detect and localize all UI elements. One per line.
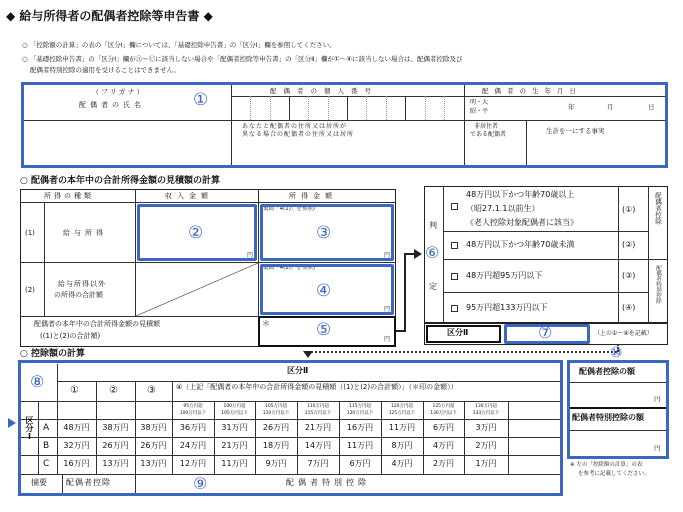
table-cell[interactable]: 9万円 <box>265 459 287 468</box>
table-cell[interactable]: 31万円 <box>221 423 248 432</box>
nonresident-checkbox[interactable] <box>465 140 525 164</box>
income-heading: ○ 配偶者の本年中の合計所得金額の見積額の計算 <box>20 176 221 186</box>
table-cell[interactable]: 2万円 <box>475 441 497 450</box>
judgment-checkbox-3[interactable] <box>451 273 458 280</box>
judgment-2-text: 48万円以下かつ年齢70歳未満 <box>466 240 575 249</box>
row-label: C <box>43 459 50 469</box>
range-text: 105万円超 <box>264 404 288 409</box>
badge-2: ② <box>188 223 204 243</box>
badge-5: ⑤ <box>316 320 332 340</box>
summary-label: 摘要 <box>31 478 47 487</box>
kubun1-label <box>21 416 38 444</box>
range-text: 110万円超 <box>306 404 330 409</box>
result-note-2: を参考に記載してください。 <box>578 471 650 477</box>
address-input[interactable] <box>232 140 463 164</box>
dob-label: 配偶者の生年月日 <box>482 87 582 95</box>
judgment-1-line1: 48万円以下かつ年齢70歳以上 <box>466 190 575 199</box>
table-cell[interactable]: 16万円 <box>346 423 374 432</box>
result-note-1: ※ 左の「控除額の計算」の表 <box>570 462 643 468</box>
judgment-1-line2: （昭27.1.1以前生） <box>466 204 540 213</box>
livelihood-input[interactable] <box>527 140 664 164</box>
range-text: 125万円以下 <box>388 411 416 416</box>
judgment-4-text: 95万円超133万円以下 <box>466 303 548 312</box>
col-header-4: ④（上記「配偶者の本年中の合計所得金額の見積額（(1)と(2)の合計額）」（＊印の金額）） <box>176 383 458 391</box>
note-2: ○ 「基礎控除申告書」の「区分Ⅰ」欄がⒶ～Ⓒに該当しない場合や「配偶者控除等申告書」の「区分Ⅱ」欄が①～④に該当しない場合は、配偶者控除及び <box>22 55 463 63</box>
year-label: 年 <box>568 103 575 111</box>
range-text: 115万円超 <box>348 404 372 409</box>
table-cell[interactable]: 21万円 <box>221 441 248 450</box>
calc-heading: ○ 控除額の計算 <box>20 349 86 359</box>
livelihood-label: 生計を一にする事実 <box>546 127 605 135</box>
table-cell[interactable]: 26万円 <box>140 441 167 450</box>
range-text: 95万円超 <box>183 404 203 409</box>
row1-yen: 円 <box>247 252 254 259</box>
row2-label-2: の所得の合計額 <box>54 291 103 299</box>
row2-label-1: 給与所得以外 <box>58 280 106 288</box>
badge-8: ⑧ <box>30 372 45 391</box>
diamond-icon: ◆ <box>203 9 213 23</box>
judgment-1-mark: (①) <box>622 205 636 214</box>
col-type: 所得の種類 <box>44 192 94 200</box>
table-cell[interactable]: 1万円 <box>475 459 497 468</box>
spouse-number-input[interactable] <box>232 97 463 119</box>
badge-9: ⑨ <box>193 474 208 493</box>
deduction-label: 配偶者控除の額 <box>579 367 635 376</box>
income-heading-text: 配偶者の本年中の合計所得金額の見積額の計算 <box>31 176 221 186</box>
row-label: A <box>43 423 50 433</box>
range-text: 105万円以下 <box>221 411 248 416</box>
table-cell[interactable]: 2万円 <box>432 459 455 468</box>
table-cell[interactable]: 21万円 <box>304 423 332 432</box>
day-label: 日 <box>648 103 655 111</box>
range-text: 100万円以下 <box>179 411 207 416</box>
judgment-checkbox-1[interactable] <box>451 203 458 210</box>
judgment-1-line3: 《老人控除対象配偶者に該当》 <box>466 218 578 227</box>
judgment-label-2: 定 <box>429 282 437 291</box>
special-input[interactable] <box>570 431 666 456</box>
table-cell[interactable]: 38万円 <box>140 423 167 432</box>
col-header-1: ① <box>70 385 79 396</box>
spouse-name-input[interactable] <box>24 121 230 164</box>
note-2b: 配偶者特別控除の適用を受けることはできません。 <box>30 66 180 74</box>
table-cell[interactable]: 8万円 <box>391 441 413 450</box>
name-label: 配偶者の氏名 <box>79 101 145 109</box>
era-2: 昭・平 <box>470 108 489 115</box>
judgment-checkbox-2[interactable] <box>451 242 458 249</box>
address-label-2: 異なる場合の配偶者の住所又は居所 <box>242 131 355 138</box>
range-header <box>464 403 508 417</box>
range-header <box>214 403 255 417</box>
range-header <box>381 403 423 417</box>
judgment-2-mark: (②) <box>622 240 636 249</box>
total-label-2: ((1)と(2)の合計額) <box>40 332 101 340</box>
kubun1-arrow-icon <box>8 418 16 428</box>
col-income: 所得金額 <box>289 192 337 200</box>
row2-no: (2) <box>25 286 35 294</box>
number-label: 配偶者の個人番号 <box>270 87 378 95</box>
page-title <box>6 10 213 22</box>
row1-label: 給与所得 <box>63 229 107 237</box>
range-text: 115万円以下 <box>304 411 332 416</box>
kubun2-label: 区分Ⅱ <box>447 328 469 337</box>
row2-ref: (裏面「4(2)」を参照) <box>261 265 316 271</box>
nonresident-label-2: である配偶者 <box>470 131 507 138</box>
side-label-special: 配偶者特別控除 <box>655 265 661 304</box>
table-cell[interactable]: 4万円 <box>432 441 455 450</box>
judgment-4-mark: (④) <box>622 303 636 312</box>
table-cell[interactable]: 6万円 <box>432 423 455 432</box>
table-cell[interactable]: 18万円 <box>262 441 290 450</box>
address-label-1: あなたと配偶者の住所又は居所が <box>242 123 348 130</box>
calc-heading-text: 控除額の計算 <box>31 349 86 359</box>
judgment-3-text: 48万円超95万円以下 <box>466 271 543 280</box>
row1-ref: (裏面「4(1)」を参照) <box>261 206 316 212</box>
table-cell[interactable]: 24万円 <box>179 441 207 450</box>
note-1: ○ 「控除額の計算」の表の「区分Ⅰ」欄については、「基礎控除申告書」の「区分Ⅰ」欄を参照してください。 <box>22 41 336 49</box>
total-asterisk: ＊ <box>262 319 270 328</box>
badge-3: ③ <box>316 223 332 243</box>
table-cell[interactable]: 11万円 <box>346 441 374 450</box>
range-text: 130万円超 <box>474 404 498 409</box>
nonresident-label-1: 非居住者 <box>474 123 499 130</box>
title-text: 給与所得者の配偶者控除等申告書 <box>19 9 200 23</box>
badge-10: ⑩ <box>610 345 623 361</box>
badge-4: ④ <box>316 281 332 301</box>
range-text: 133万円以下 <box>472 411 500 416</box>
table-cell[interactable]: 7万円 <box>307 459 329 468</box>
row2-yen: 円 <box>384 306 391 313</box>
table-cell[interactable]: 16万円 <box>63 459 90 468</box>
arrow-down-icon <box>303 351 313 358</box>
range-text: 120万円超 <box>390 404 414 409</box>
range-text: 100万円超 <box>223 404 246 409</box>
row-label: B <box>43 441 50 451</box>
kubun1-text: 区分Ⅰ <box>25 416 34 441</box>
deduction-input[interactable] <box>570 383 666 406</box>
badge-6: ⑥ <box>425 243 440 262</box>
total-yen: 円 <box>384 336 391 343</box>
special-yen: 円 <box>654 444 661 452</box>
kubun2-note: （上の①～④を記載） <box>594 330 653 337</box>
range-text: 125万円超 <box>432 404 455 409</box>
summary-special: 配偶者特別控除 <box>286 478 370 487</box>
judgment-checkbox-4[interactable] <box>451 305 458 312</box>
note-2-text-a: 「基礎控除申告書」の「区分Ⅰ」欄がⒶ～Ⓒに該当しない場合や「配偶者控除等申告書」の「区分Ⅱ」欄が①～④に該当しない場合は、配偶者控除及び <box>29 55 463 63</box>
deduction-yen: 円 <box>654 395 661 403</box>
dob-input[interactable] <box>465 97 664 119</box>
col-revenue: 収入金額 <box>165 192 213 200</box>
row1-no: (1) <box>25 229 35 237</box>
kubun2-header: 区分Ⅱ <box>287 366 309 375</box>
range-text: 120万円以下 <box>346 411 374 416</box>
table-cell[interactable]: 13万円 <box>140 459 167 468</box>
table-cell[interactable]: 4万円 <box>391 459 413 468</box>
table-cell[interactable]: 11万円 <box>221 459 248 468</box>
judgment-label-1: 判 <box>429 221 437 230</box>
table-cell[interactable]: 11万円 <box>388 423 416 432</box>
table-cell[interactable]: 6万円 <box>349 459 371 468</box>
table-cell[interactable]: 38万円 <box>102 423 129 432</box>
judgment-3-mark: (③) <box>622 271 636 280</box>
table-cell[interactable]: 36万円 <box>179 423 207 432</box>
range-header <box>172 403 214 417</box>
month-label: 月 <box>607 103 614 111</box>
table-cell[interactable]: 14万円 <box>304 441 332 450</box>
range-text: 110万円以下 <box>262 411 290 416</box>
col-header-2: ② <box>109 385 118 396</box>
note-1-text: 「控除額の計算」の表の「区分Ⅰ」欄については、「基礎控除申告書」の「区分Ⅰ」欄を参照してください。 <box>29 41 336 49</box>
table-cell[interactable]: 32万円 <box>63 441 90 450</box>
diamond-icon: ◆ <box>6 9 16 23</box>
badge-1: ① <box>193 90 209 110</box>
table-cell[interactable]: 26万円 <box>102 441 129 450</box>
row1-income-yen: 円 <box>384 252 391 259</box>
table-cell[interactable]: 12万円 <box>179 459 207 468</box>
furigana-label: （フリガナ） <box>92 88 146 96</box>
range-header <box>297 403 339 417</box>
range-text: 130万円以下 <box>430 411 457 416</box>
table-cell[interactable]: 48万円 <box>63 423 90 432</box>
badge-7: ⑦ <box>538 323 553 342</box>
total-label-1: 配偶者の本年中の合計所得金額の見積額 <box>34 320 160 328</box>
side-label-deduction: 配偶者控除 <box>654 192 662 225</box>
special-label: 配偶者特別控除の額 <box>572 413 644 422</box>
table-cell[interactable]: 13万円 <box>102 459 129 468</box>
range-header <box>255 403 297 417</box>
table-cell[interactable]: 3万円 <box>475 423 497 432</box>
range-header <box>423 403 464 417</box>
range-header <box>339 403 381 417</box>
summary-deduction: 配偶者控除 <box>66 478 111 487</box>
col-header-3: ③ <box>147 385 156 396</box>
arrow-head-icon <box>414 249 422 259</box>
era-1: 明・大 <box>470 99 489 106</box>
table-cell[interactable]: 26万円 <box>262 423 290 432</box>
